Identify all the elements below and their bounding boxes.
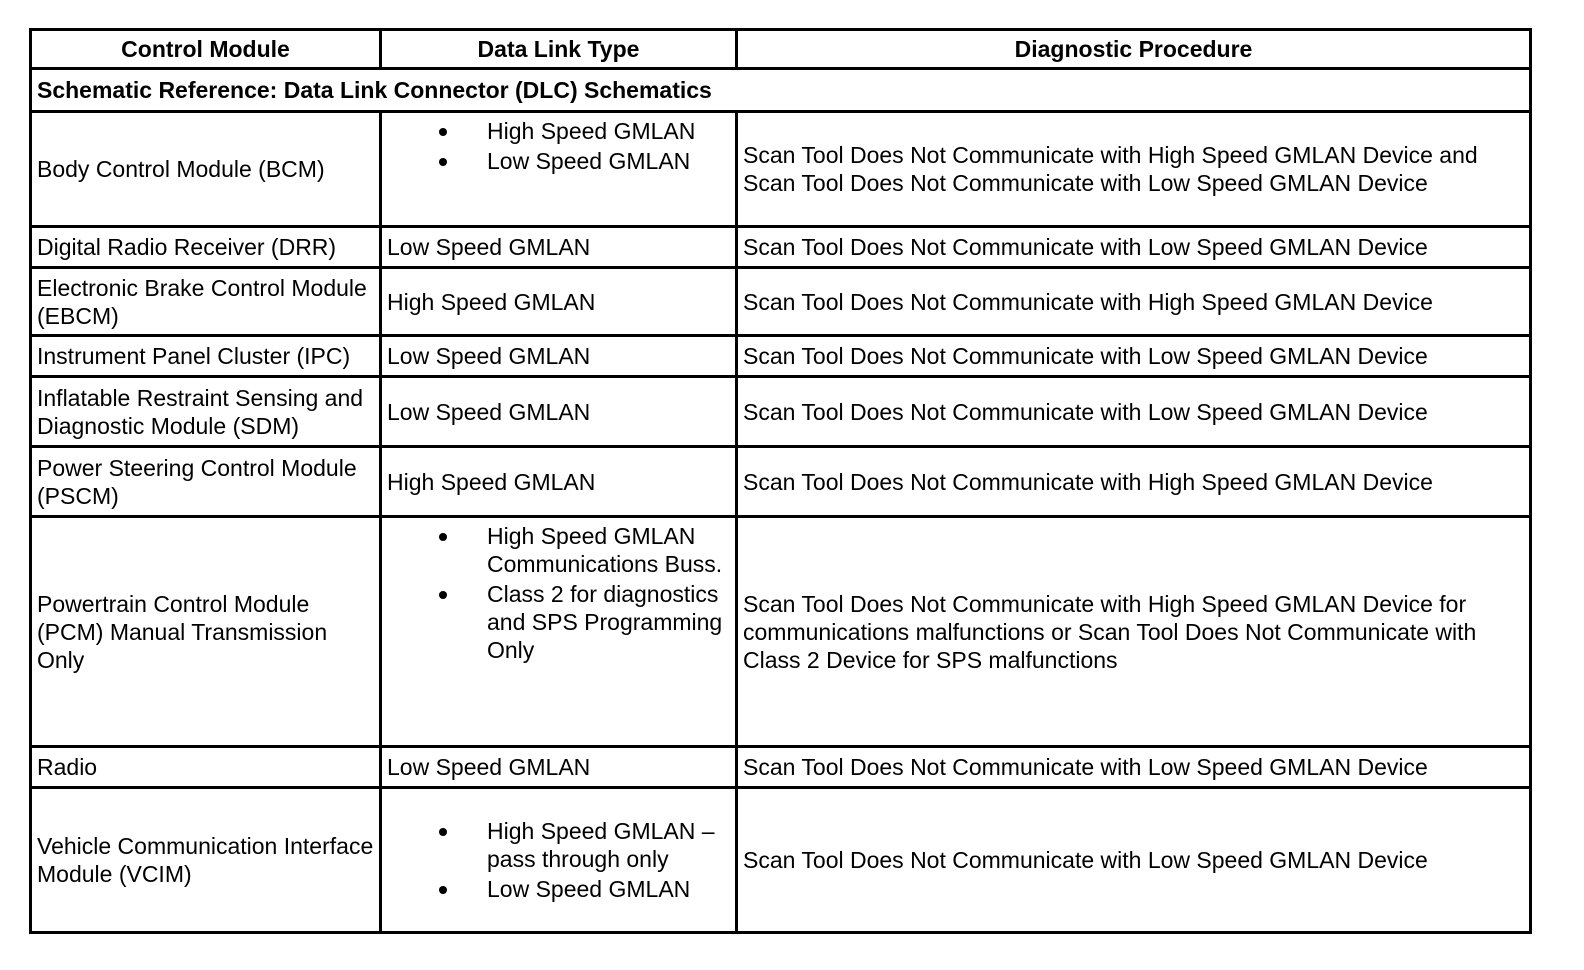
table-row [31, 227, 1531, 268]
diagnostic-procedure-cell: Scan Tool Does Not Communicate with High Speed GMLAN Device and Scan Tool Does Not Communicate with Low Speed GMLAN Device [737, 112, 1531, 227]
diagnostic-table [29, 28, 1532, 934]
table-row [31, 268, 1531, 336]
control-module-cell: Instrument Panel Cluster (IPC) [31, 336, 381, 377]
data-link-item: High Speed GMLAN – pass through only [487, 817, 730, 873]
data-link-item: High Speed GMLAN Communications Buss. [487, 522, 730, 578]
data-link-cell: Low Speed GMLAN [381, 377, 737, 447]
data-link-cell: Low Speed GMLAN [381, 227, 737, 268]
diagnostic-procedure-cell: Scan Tool Does Not Communicate with Low Speed GMLAN Device [737, 788, 1531, 933]
control-module-cell: Electronic Brake Control Module (EBCM) [31, 268, 381, 336]
header-data-link-type: Data Link Type [381, 30, 737, 69]
header-control-module: Control Module [31, 30, 381, 69]
table-row [31, 112, 1531, 227]
data-link-list [387, 522, 730, 664]
diagnostic-procedure-cell: Scan Tool Does Not Communicate with High Speed GMLAN Device [737, 447, 1531, 517]
diagnostic-procedure-cell: Scan Tool Does Not Communicate with Low Speed GMLAN Device [737, 747, 1531, 788]
schematic-reference-row [31, 69, 1531, 112]
control-module-cell: Inflatable Restraint Sensing and Diagnostic Module (SDM) [31, 377, 381, 447]
data-link-item: Class 2 for diagnostics and SPS Programming Only [487, 580, 730, 664]
data-link-cell [381, 788, 737, 933]
data-link-list [387, 117, 730, 175]
data-link-cell [381, 517, 737, 747]
diagnostic-procedure-cell: Scan Tool Does Not Communicate with Low Speed GMLAN Device [737, 377, 1531, 447]
data-link-item: High Speed GMLAN [487, 117, 730, 145]
data-link-item: Low Speed GMLAN [487, 875, 730, 903]
diagnostic-procedure-cell: Scan Tool Does Not Communicate with High Speed GMLAN Device [737, 268, 1531, 336]
control-module-cell: Radio [31, 747, 381, 788]
header-diagnostic-procedure: Diagnostic Procedure [737, 30, 1531, 69]
data-link-cell: Low Speed GMLAN [381, 336, 737, 377]
data-link-list [387, 817, 730, 903]
table-row [31, 747, 1531, 788]
data-link-item: Low Speed GMLAN [487, 147, 730, 175]
table-row [31, 377, 1531, 447]
diagnostic-procedure-cell: Scan Tool Does Not Communicate with Low Speed GMLAN Device [737, 336, 1531, 377]
control-module-cell: Body Control Module (BCM) [31, 112, 381, 227]
data-link-cell: High Speed GMLAN [381, 447, 737, 517]
table-row [31, 788, 1531, 933]
data-link-cell: High Speed GMLAN [381, 268, 737, 336]
diagnostic-procedure-cell: Scan Tool Does Not Communicate with High Speed GMLAN Device for communications malfunctions or Scan Tool Does Not Communicate with Class 2 Device for SPS malfunctions [737, 517, 1531, 747]
control-module-cell: Powertrain Control Module (PCM) Manual Transmission Only [31, 517, 381, 747]
control-module-cell: Digital Radio Receiver (DRR) [31, 227, 381, 268]
data-link-cell: Low Speed GMLAN [381, 747, 737, 788]
diagnostic-procedure-cell: Scan Tool Does Not Communicate with Low Speed GMLAN Device [737, 227, 1531, 268]
table-header-row [31, 30, 1531, 69]
control-module-cell: Power Steering Control Module (PSCM) [31, 447, 381, 517]
data-link-cell [381, 112, 737, 227]
table-row [31, 336, 1531, 377]
control-module-cell: Vehicle Communication Interface Module (VCIM) [31, 788, 381, 933]
table-row [31, 517, 1531, 747]
table-row [31, 447, 1531, 517]
schematic-reference: Schematic Reference: Data Link Connector (DLC) Schematics [31, 69, 1531, 112]
